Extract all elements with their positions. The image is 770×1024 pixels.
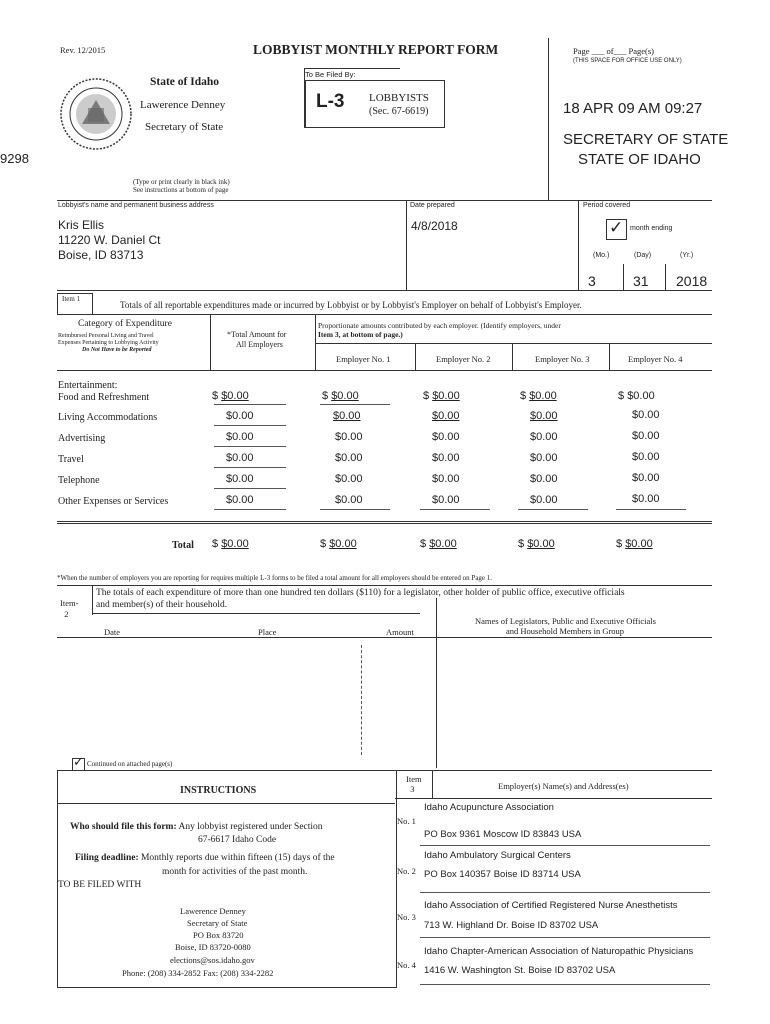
living-employer1-field[interactable]: $0.00: [333, 410, 361, 422]
item2-date-header: Date: [104, 627, 121, 637]
employer-col-4: Employer No. 4: [628, 354, 683, 364]
filed-with-city: Boise, ID 83720-0080: [175, 942, 251, 952]
total-employer1-field[interactable]: $ $0.00: [320, 538, 357, 550]
filed-with-title: Secretary of State: [187, 918, 248, 928]
proportionate-header-2: Item 3, at bottom of page.): [318, 330, 403, 339]
date-prepared[interactable]: 4/8/2018: [411, 219, 458, 233]
item1-label-box: Item 1: [57, 293, 93, 315]
filing-deadline: Filing deadline: Monthly reports due within fifteen (15) days of the: [75, 853, 335, 863]
employer4-address[interactable]: 1416 W. Washington St. Boise ID 83702 USA: [424, 965, 616, 976]
living-employer4-field[interactable]: $0.00: [632, 409, 660, 421]
state-seal-icon: [58, 76, 134, 152]
travel-employer1-field[interactable]: $0.00: [335, 452, 363, 464]
total-amount-header-1: *Total Amount for: [227, 330, 287, 339]
advertising-employer3-field[interactable]: $0.00: [530, 431, 558, 443]
item2-description-1: The totals of each expenditure of more than one hundred ten dollars ($110) for a legislator, other holder of public office, executive officials: [96, 588, 625, 598]
category-sub-2: Expenses Pertaining to Lobbying Activity: [58, 340, 159, 346]
check-icon: ✓: [609, 218, 624, 238]
month-ending-label: month ending: [630, 225, 673, 232]
total-row-label: Total: [172, 540, 194, 551]
row-label-other: Other Expenses or Services: [58, 496, 169, 507]
row-label-entertainment: Entertainment:: [58, 380, 118, 391]
period-covered-label: Period covered: [583, 202, 631, 209]
received-stamp-state: STATE OF IDAHO: [578, 151, 701, 168]
telephone-employer2-field[interactable]: $0.00: [432, 473, 460, 485]
item2-names-header-2: and Household Members in Group: [506, 626, 625, 636]
food-employer3-field[interactable]: $ $0.00: [520, 390, 557, 402]
food-employer4-field[interactable]: $ $0.00: [618, 390, 655, 402]
employer-col-3: Employer No. 3: [535, 354, 590, 364]
page-number-field[interactable]: Page ___ of___ Page(s): [573, 46, 654, 56]
official-title: Secretary of State: [145, 121, 224, 133]
row-label-telephone: Telephone: [58, 475, 100, 486]
yr-label: (Yr.): [680, 252, 694, 259]
employer2-no: No. 2: [397, 866, 416, 876]
who-should-file-2: 67-6617 Idaho Code: [198, 835, 277, 845]
food-total-field[interactable]: $ $0.00: [212, 390, 249, 402]
grand-total-field[interactable]: $ $0.00: [212, 538, 249, 550]
other-employer3-field[interactable]: $0.00: [530, 494, 558, 506]
item2-place-header: Place: [258, 627, 277, 637]
period-year[interactable]: 2018: [676, 273, 708, 289]
advertising-total-field[interactable]: $0.00: [226, 431, 254, 443]
proportionate-header-1: Proportionate amounts contributed by each employer. (Identify employers, under: [318, 321, 561, 330]
travel-employer4-field[interactable]: $0.00: [632, 451, 660, 463]
filed-with-phone: Phone: (208) 334-2852 Fax: (208) 334-2282: [122, 968, 274, 978]
telephone-employer4-field[interactable]: $0.00: [632, 472, 660, 484]
employer-col-2: Employer No. 2: [436, 354, 491, 364]
total-employer4-field[interactable]: $ $0.00: [616, 538, 653, 550]
period-month[interactable]: 3: [588, 273, 596, 289]
category-sub-3: Do Not Have to be Reported: [82, 347, 152, 353]
advertising-employer4-field[interactable]: $0.00: [632, 430, 660, 442]
telephone-employer1-field[interactable]: $0.00: [335, 473, 363, 485]
row-label-food: Food and Refreshment: [58, 392, 150, 403]
employer3-address[interactable]: 713 W. Highland Dr. Boise ID 83702 USA: [424, 920, 599, 931]
employer1-name[interactable]: Idaho Acupuncture Association: [424, 802, 554, 813]
employer3-name[interactable]: Idaho Association of Certified Registered Nurse Anesthetists: [424, 900, 678, 911]
advertising-employer1-field[interactable]: $0.00: [335, 431, 363, 443]
lobbyist-address-label: Lobbyist's name and permanent business address: [58, 202, 214, 209]
telephone-employer3-field[interactable]: $0.00: [530, 473, 558, 485]
period-day[interactable]: 31: [633, 273, 649, 289]
form-title: LOBBYIST MONTHLY REPORT FORM: [253, 42, 499, 57]
revision-label: Rev. 12/2015: [60, 45, 106, 55]
row-label-travel: Travel: [58, 454, 84, 465]
telephone-total-field[interactable]: $0.00: [226, 473, 254, 485]
travel-employer2-field[interactable]: $0.00: [432, 452, 460, 464]
row-label-advertising: Advertising: [58, 433, 106, 444]
item2-names-header-1: Names of Legislators, Public and Executive Officials: [475, 616, 656, 626]
employer1-address[interactable]: PO Box 9361 Moscow ID 83843 USA: [424, 829, 582, 840]
item2-description-2: and member(s) of their household.: [96, 600, 228, 610]
item1-footnote: *When the number of employers you are reporting for requires multiple L-3 forms to be filed a total amount for all employers should be entered on Page 1.: [57, 574, 493, 582]
day-label: (Day): [634, 252, 652, 259]
who-should-file: Who should file this form: Any lobbyist registered under Section: [70, 822, 323, 832]
living-total-field[interactable]: $0.00: [226, 410, 254, 422]
employer4-no: No. 4: [397, 960, 416, 970]
category-sub-1: Reimbursed Personal Living and Travel: [58, 333, 154, 339]
check-icon: ✓: [73, 755, 84, 770]
employer1-no: No. 1: [397, 816, 416, 826]
item2-label: Item- 2: [60, 598, 79, 619]
employer-col-1: Employer No. 1: [336, 354, 391, 364]
travel-employer3-field[interactable]: $0.00: [530, 452, 558, 464]
employer4-name[interactable]: Idaho Chapter-American Association of Naturopathic Physicians: [424, 946, 694, 957]
living-employer3-field[interactable]: $0.00: [530, 410, 558, 422]
received-stamp-office: SECRETARY OF STATE: [563, 131, 729, 148]
lobbyist-street[interactable]: 11220 W. Daniel Ct: [58, 233, 161, 247]
lobbyist-name[interactable]: Kris Ellis: [58, 218, 105, 232]
employer3-no: No. 3: [397, 912, 416, 922]
office-use-label: (THIS SPACE FOR OFFICE USE ONLY): [573, 58, 682, 64]
item3-label: Item 3: [406, 774, 422, 794]
lobbyist-city[interactable]: Boise, ID 83713: [58, 248, 144, 262]
item3-header: Employer(s) Name(s) and Address(es): [498, 781, 629, 791]
continued-label: Continued on attached page(s): [87, 760, 173, 768]
filed-with-email: elections@sos.idaho.gov: [170, 955, 255, 965]
other-employer1-field[interactable]: $0.00: [335, 494, 363, 506]
form-type: LOBBYISTS: [369, 92, 429, 104]
other-employer2-field[interactable]: $0.00: [432, 494, 460, 506]
advertising-employer2-field[interactable]: $0.00: [432, 431, 460, 443]
mo-label: (Mo.): [593, 252, 610, 259]
date-prepared-label: Date prepared: [410, 202, 455, 209]
employer2-address[interactable]: PO Box 140357 Boise ID 83714 USA: [424, 869, 581, 880]
total-amount-header-2: All Employers: [236, 340, 283, 349]
other-employer4-field[interactable]: $0.00: [632, 493, 660, 505]
living-employer2-field[interactable]: $0.00: [432, 410, 460, 422]
print-note-2: See instructions at bottom of page: [133, 186, 229, 194]
food-employer1-field[interactable]: $ $0.00: [322, 390, 359, 402]
total-employer2-field[interactable]: $ $0.00: [420, 538, 457, 550]
category-header: Category of Expenditure: [78, 319, 172, 329]
print-note-1: (Type or print clearly in black ink): [133, 178, 230, 186]
month-ending-checkbox[interactable]: [606, 219, 627, 240]
official-name: Lawerence Denney: [140, 99, 226, 111]
other-total-field[interactable]: $0.00: [226, 494, 254, 506]
filed-with-pobox: PO Box 83720: [193, 930, 244, 940]
received-stamp-date: 18 APR 09 AM 09:27: [563, 100, 703, 117]
item2-amount-header: Amount: [386, 627, 414, 637]
instructions-title: INSTRUCTIONS: [180, 785, 257, 796]
employer2-name[interactable]: Idaho Ambulatory Surgical Centers: [424, 850, 571, 861]
row-label-living: Living Accommodations: [58, 412, 158, 423]
total-employer3-field[interactable]: $ $0.00: [518, 538, 555, 550]
filed-by-label: To Be Filed By:: [305, 70, 356, 79]
filed-with-name: Lawerence Denney: [180, 906, 246, 916]
form-section: (Sec. 67-6619): [369, 106, 429, 117]
form-code: L-3: [316, 91, 345, 112]
travel-total-field[interactable]: $0.00: [226, 452, 254, 464]
item1-description: Totals of all reportable expenditures made or incurred by Lobbyist or by Lobbyist's Employer on behalf of Lobbyist's Employer.: [120, 300, 582, 310]
filed-with-label: TO BE FILED WITH: [58, 880, 142, 890]
filing-deadline-2: month for activities of the past month.: [162, 867, 308, 877]
state-name: State of Idaho: [150, 76, 220, 88]
margin-number: 9298: [0, 151, 29, 166]
food-employer2-field[interactable]: $ $0.00: [423, 390, 460, 402]
